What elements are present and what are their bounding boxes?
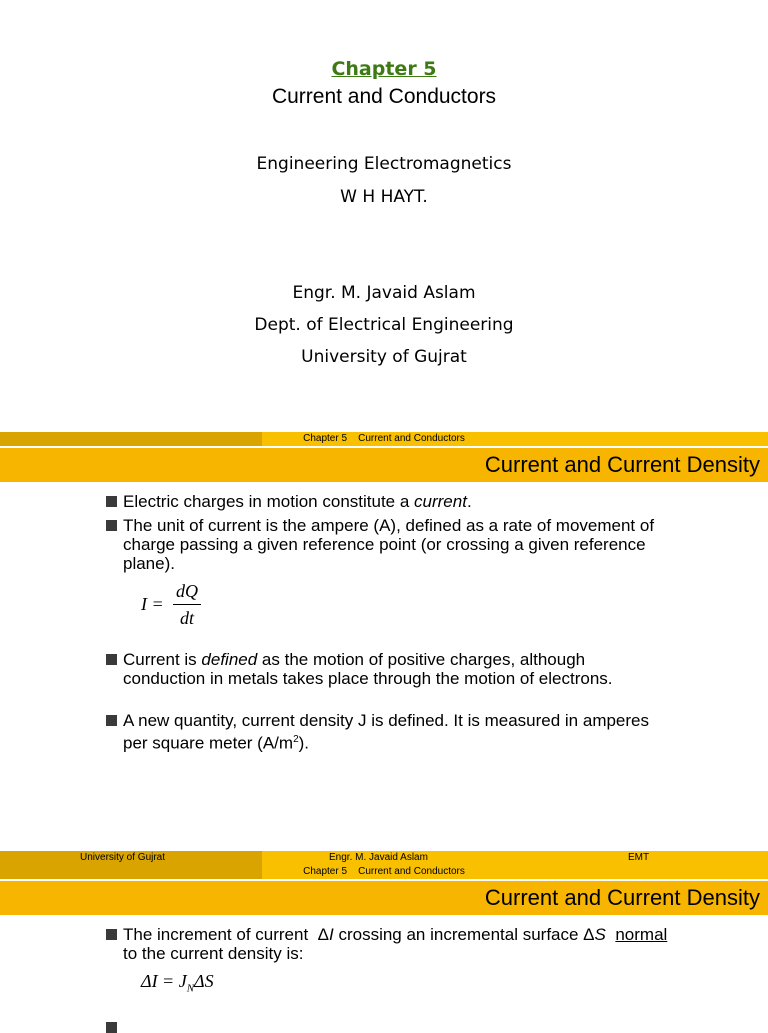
- bullet-emphasis: S: [594, 925, 606, 944]
- bullet-item: [106, 711, 666, 753]
- bullet-text-part: to the current density is:: [123, 925, 673, 963]
- bullet-text: [123, 492, 666, 511]
- bullet-text-part: crossing an incremental surface Δ: [333, 925, 595, 944]
- fraction-bar: [173, 604, 201, 605]
- slide-header-bar: [0, 432, 768, 446]
- slide-title: Current and Current Density: [484, 885, 760, 910]
- equation-lhs: I =: [141, 594, 164, 614]
- footer-presenter: Engr. M. Javaid Aslam: [329, 852, 428, 863]
- bullet-text-part: .: [466, 492, 472, 511]
- equation-numerator: dQ: [176, 581, 198, 601]
- bullet-text: [123, 650, 666, 688]
- footer-university: University of Gujrat: [80, 852, 166, 863]
- equation-increment: [141, 971, 214, 995]
- bullet-text-part: Current is: [123, 650, 202, 669]
- slide-header-bar: [0, 865, 768, 879]
- slide-footer-bar: [0, 851, 768, 865]
- equation-text: ΔI = J: [141, 971, 187, 991]
- bullet-text-part: [606, 925, 615, 944]
- bullet-emphasis: I: [329, 925, 334, 944]
- chapter-subtitle: Current and Conductors: [271, 85, 497, 108]
- bullet-item: [106, 516, 666, 573]
- university: University of Gujrat: [301, 347, 467, 367]
- bullet-square-icon: [106, 715, 117, 726]
- bullet-text: [123, 711, 666, 753]
- bullet-item: [106, 650, 666, 688]
- equation-denominator: dt: [179, 608, 194, 628]
- bullet-text: [123, 925, 686, 963]
- department: Dept. of Electrical Engineering: [254, 315, 514, 335]
- book-title: Engineering Electromagnetics: [256, 154, 512, 174]
- bullet-text-part: ).: [298, 733, 310, 753]
- slide-header-text: Chapter 5 Current and Conductors: [303, 433, 465, 444]
- slide-title: Current and Current Density: [484, 452, 760, 477]
- book-author: W H HAYT.: [340, 187, 428, 207]
- bullet-emphasis: defined: [201, 650, 258, 669]
- slide-title-bar: [0, 448, 768, 482]
- equation-subscript: N: [186, 982, 195, 995]
- chapter-heading: Chapter 5: [331, 58, 437, 80]
- bullet-square-icon: [106, 929, 117, 940]
- presenter-name: Engr. M. Javaid Aslam: [292, 283, 476, 303]
- bullet-text: The unit of current is the ampere (A), defined as a rate of movement of charge passing a given reference point (or crossing a given reference plane).: [123, 516, 655, 573]
- slide-header-text: Chapter 5 Current and Conductors: [303, 866, 465, 877]
- title-slide: [0, 0, 768, 432]
- bullet-text-part: A new quantity, current density J is defined. It is measured in amperes per square meter (A/m: [123, 711, 650, 753]
- bullet-underline: normal: [615, 925, 668, 944]
- bullet-square-icon: [106, 496, 117, 507]
- bullet-emphasis: current: [414, 492, 467, 511]
- bullet-item: [106, 492, 666, 511]
- bullet-square-icon: [106, 520, 117, 531]
- bullet-text-part: as the motion of positive charges, although conduction in metals takes place through the motion of electrons.: [123, 650, 613, 688]
- footer-course: EMT: [628, 852, 650, 863]
- bullet-text-part: The increment of current Δ: [123, 925, 329, 944]
- superscript: 2: [293, 734, 299, 745]
- equation-text: ΔS: [194, 971, 214, 991]
- bullet-text-part: Electric charges in motion constitute a: [123, 492, 415, 511]
- bullet-item: [106, 925, 686, 963]
- slide-title-bar: [0, 881, 768, 915]
- bullet-square-icon: [106, 654, 117, 665]
